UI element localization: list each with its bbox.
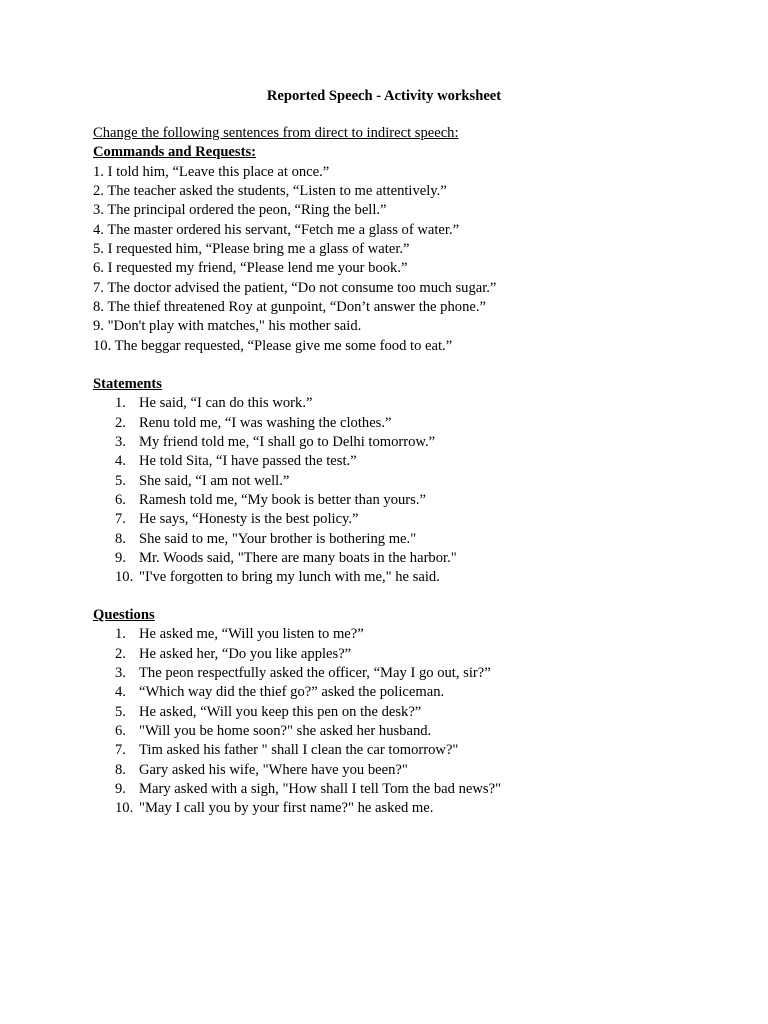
questions-list — [93, 625, 733, 818]
command-item: 10. The beggar requested, “Please give me some food to eat.” — [93, 337, 453, 354]
command-item: 1. I told him, “Leave this place at once.” — [93, 163, 330, 180]
item-number: 8. — [115, 761, 126, 778]
command-item: 2. The teacher asked the students, “Listen to me attentively.” — [93, 183, 447, 200]
commands-section — [93, 124, 733, 356]
item-number: 9. — [115, 550, 126, 567]
statement-item — [93, 568, 733, 587]
item-text: He told Sita, “I have passed the test.” — [139, 453, 357, 470]
statements-list — [93, 394, 733, 587]
statement-item — [93, 394, 733, 413]
question-item — [93, 645, 733, 664]
command-item: 9. "Don't play with matches," his mother said. — [93, 318, 362, 335]
statement-item — [93, 491, 733, 510]
statement-item — [93, 472, 733, 491]
statement-item — [93, 452, 733, 471]
item-text: He says, “Honesty is the best policy.” — [139, 511, 359, 528]
question-item — [93, 683, 733, 702]
item-text: She said, “I am not well.” — [139, 472, 290, 489]
item-number: 5. — [115, 703, 126, 720]
question-item — [93, 741, 733, 760]
item-text: Gary asked his wife, "Where have you been?" — [139, 761, 408, 778]
item-number: 7. — [115, 511, 126, 528]
command-item: 8. The thief threatened Roy at gunpoint, “Don’t answer the phone.” — [93, 299, 486, 316]
question-item — [93, 664, 733, 683]
item-text: “Which way did the thief go?” asked the policeman. — [139, 684, 445, 701]
question-item — [93, 625, 733, 644]
item-text: Mr. Woods said, "There are many boats in the harbor." — [139, 550, 457, 567]
item-number: 4. — [115, 453, 126, 470]
item-text: Renu told me, “I was washing the clothes.” — [139, 414, 392, 431]
item-text: My friend told me, “I shall go to Delhi tomorrow.” — [139, 434, 436, 451]
statement-item — [93, 510, 733, 529]
commands-heading: Commands and Requests: — [93, 144, 256, 161]
item-number: 4. — [115, 684, 126, 701]
statements-section — [93, 375, 733, 588]
item-number: 3. — [115, 434, 126, 451]
item-number: 9. — [115, 781, 126, 798]
item-number: 7. — [115, 742, 126, 759]
item-text: Ramesh told me, “My book is better than yours.” — [139, 492, 426, 509]
statements-heading: Statements — [93, 376, 162, 392]
item-text: She said to me, "Your brother is bothering me." — [139, 530, 417, 547]
questions-heading: Questions — [93, 607, 155, 623]
item-text: He asked, “Will you keep this pen on the desk?” — [139, 703, 422, 720]
item-text: He asked her, “Do you like apples?” — [139, 645, 352, 662]
question-item — [93, 761, 733, 780]
item-text: Mary asked with a sigh, "How shall I tell Tom the bad news?" — [139, 781, 502, 798]
item-number: 8. — [115, 530, 126, 547]
page-title: Reported Speech - Activity worksheet — [266, 88, 502, 104]
command-item: 6. I requested my friend, “Please lend me your book.” — [93, 260, 408, 277]
item-number: 6. — [115, 723, 126, 740]
item-text: "Will you be home soon?" she asked her husband. — [139, 723, 432, 740]
item-number: 3. — [115, 665, 126, 682]
item-number: 10. — [115, 569, 134, 586]
command-item: 5. I requested him, “Please bring me a glass of water.” — [93, 241, 410, 258]
command-item: 3. The principal ordered the peon, “Ring the bell.” — [93, 202, 387, 219]
questions-section — [93, 606, 733, 819]
item-text: The peon respectfully asked the officer, “May I go out, sir?” — [139, 665, 491, 682]
item-number: 2. — [115, 645, 126, 662]
command-item: 7. The doctor advised the patient, “Do not consume too much sugar.” — [93, 279, 497, 296]
item-number: 1. — [115, 626, 126, 643]
item-number: 5. — [115, 472, 126, 489]
statement-item — [93, 433, 733, 452]
item-number: 1. — [115, 395, 126, 412]
question-item — [93, 799, 733, 818]
question-item — [93, 703, 733, 722]
statement-item — [93, 414, 733, 433]
item-text: He asked me, “Will you listen to me?” — [139, 626, 364, 643]
question-item — [93, 780, 733, 799]
statement-item — [93, 549, 733, 568]
question-item — [93, 722, 733, 741]
item-text: "May I call you by your first name?" he asked me. — [139, 800, 434, 817]
instruction-text: Change the following sentences from direct to indirect speech: — [93, 125, 459, 141]
item-number: 10. — [115, 800, 134, 817]
command-item: 4. The master ordered his servant, “Fetch me a glass of water.” — [93, 221, 460, 238]
statement-item — [93, 530, 733, 549]
item-number: 2. — [115, 414, 126, 431]
item-text: Tim asked his father " shall I clean the car tomorrow?" — [139, 742, 459, 759]
item-text: "I've forgotten to bring my lunch with me," he said. — [139, 569, 440, 586]
item-number: 6. — [115, 492, 126, 509]
item-text: He said, “I can do this work.” — [139, 395, 313, 412]
